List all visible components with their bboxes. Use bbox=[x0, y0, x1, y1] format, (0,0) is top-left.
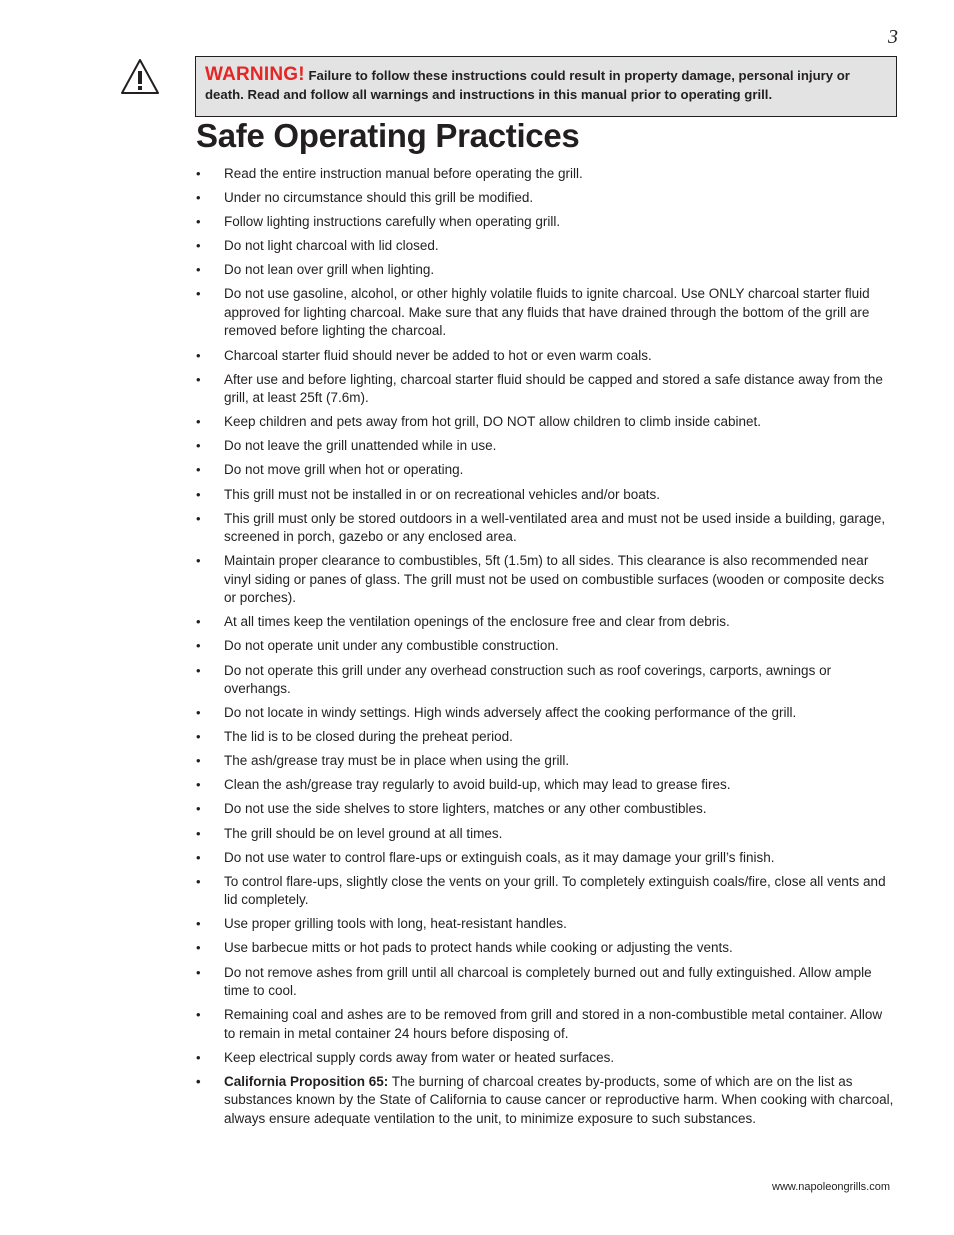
warning-text: Failure to follow these instructions could result in property damage, personal injury or death. Read and follow all warnings and instructions in this manual prior to operating grill. bbox=[205, 68, 850, 102]
list-item bbox=[196, 237, 896, 256]
list-item bbox=[196, 637, 896, 656]
list-item-text: The grill should be on level ground at all times. bbox=[224, 825, 503, 841]
list-item bbox=[196, 261, 896, 280]
warning-triangle-icon bbox=[119, 57, 161, 97]
list-item bbox=[196, 437, 896, 456]
list-item bbox=[196, 849, 896, 868]
list-item-text: Do not lean over grill when lighting. bbox=[224, 262, 435, 278]
list-item bbox=[196, 189, 896, 208]
bullet: • bbox=[196, 238, 201, 254]
bullet: • bbox=[196, 662, 201, 678]
list-item bbox=[196, 165, 896, 184]
list-item bbox=[196, 728, 896, 747]
list-item-text: Keep electrical supply cords away from water or heated surfaces. bbox=[224, 1049, 615, 1065]
prop65-label: California Proposition 65: bbox=[224, 1073, 389, 1089]
list-item bbox=[196, 413, 896, 432]
list-item-text: This grill must only be stored outdoors in a well-ventilated area and must not be used inside a building, garage, screened in porch, gazebo or any enclosed area. bbox=[224, 510, 886, 545]
page-number: 3 bbox=[888, 26, 898, 48]
bullet: • bbox=[196, 262, 201, 278]
list-item-text: Do not light charcoal with lid closed. bbox=[224, 238, 439, 254]
list-item-text: Do not locate in windy settings. High winds adversely affect the cooking performance of the grill. bbox=[224, 705, 797, 721]
list-item-prop65 bbox=[196, 1073, 896, 1129]
bullet: • bbox=[196, 438, 201, 454]
bullet: • bbox=[196, 705, 201, 721]
bullet: • bbox=[196, 753, 201, 769]
list-item-text: Do not use the side shelves to store lighters, matches or any other combustibles. bbox=[224, 801, 707, 817]
bullet: • bbox=[196, 1073, 201, 1089]
bullet: • bbox=[196, 1049, 201, 1065]
list-item bbox=[196, 285, 896, 341]
list-item bbox=[196, 486, 896, 505]
list-item-text: Follow lighting instructions carefully when operating grill. bbox=[224, 214, 561, 230]
list-item bbox=[196, 800, 896, 819]
bullet: • bbox=[196, 777, 201, 793]
bullet: • bbox=[196, 214, 201, 230]
list-item bbox=[196, 552, 896, 608]
bullet: • bbox=[196, 801, 201, 817]
list-item bbox=[196, 704, 896, 723]
list-item bbox=[196, 613, 896, 632]
bullet: • bbox=[196, 964, 201, 980]
list-item bbox=[196, 371, 896, 408]
list-item bbox=[196, 915, 896, 934]
bullet: • bbox=[196, 414, 201, 430]
bullet: • bbox=[196, 553, 201, 569]
bullet: • bbox=[196, 166, 201, 181]
list-item-text: Do not leave the grill unattended while in use. bbox=[224, 438, 497, 454]
bullet: • bbox=[196, 638, 201, 654]
warning-label: WARNING! bbox=[205, 64, 305, 85]
bullet: • bbox=[196, 916, 201, 932]
list-item-text: Clean the ash/grease tray regularly to avoid build-up, which may lead to grease fires. bbox=[224, 777, 731, 793]
list-item-text: Keep children and pets away from hot grill, DO NOT allow children to climb inside cabinet. bbox=[224, 414, 762, 430]
bullet: • bbox=[196, 486, 201, 502]
bullet: • bbox=[196, 190, 201, 206]
list-item-text: Do not use water to control flare-ups or extinguish coals, as it may damage your grill’s finish. bbox=[224, 849, 775, 865]
list-item-text: Do not operate unit under any combustible construction. bbox=[224, 638, 559, 654]
list-item-text: At all times keep the ventilation openings of the enclosure free and clear from debris. bbox=[224, 614, 730, 630]
bullet: • bbox=[196, 873, 201, 889]
list-item-text: After use and before lighting, charcoal starter fluid should be capped and stored a safe distance away from the grill, at least 25ft (7.6m). bbox=[224, 371, 883, 406]
list-item bbox=[196, 510, 896, 547]
list-item bbox=[196, 825, 896, 844]
website-url: www.napoleongrills.com bbox=[772, 1181, 890, 1193]
list-item bbox=[196, 752, 896, 771]
list-item bbox=[196, 939, 896, 958]
list-item bbox=[196, 776, 896, 795]
list-item-text: Use barbecue mitts or hot pads to protect hands while cooking or adjusting the vents. bbox=[224, 940, 733, 956]
bullet: • bbox=[196, 729, 201, 745]
page-title: Safe Operating Practices bbox=[196, 117, 580, 154]
bullet: • bbox=[196, 510, 201, 526]
bullet: • bbox=[196, 849, 201, 865]
list-item-text: Do not use gasoline, alcohol, or other highly volatile fluids to ignite charcoal. Use ONLY charcoal starter fluid approved for lighting charcoal. Make sure that any fluids that have drained through the bottom of the grill are removed before lighting the charcoal. bbox=[224, 286, 870, 339]
list-item-text: Use proper grilling tools with long, heat-resistant handles. bbox=[224, 916, 567, 932]
list-item-text: Do not remove ashes from grill until all charcoal is completely burned out and fully extinguished. Allow ample time to cool. bbox=[224, 964, 872, 999]
bullet: • bbox=[196, 1007, 201, 1023]
list-item bbox=[196, 213, 896, 232]
list-item bbox=[196, 1049, 896, 1068]
list-item-text: Charcoal starter fluid should never be added to hot or even warm coals. bbox=[224, 347, 652, 363]
list-item bbox=[196, 461, 896, 480]
list-item-text: Do not move grill when hot or operating. bbox=[224, 462, 464, 478]
bullet: • bbox=[196, 825, 201, 841]
list-item-text: Do not operate this grill under any overhead construction such as roof coverings, carports, awnings or overhangs. bbox=[224, 662, 832, 696]
list-item-text: The ash/grease tray must be in place when using the grill. bbox=[224, 753, 570, 769]
list-item-text: To control flare-ups, slightly close the vents on your grill. To completely extinguish coals/fire, close all vents and lid completely. bbox=[224, 873, 886, 908]
list-item-text: Maintain proper clearance to combustibles, 5ft (1.5m) to all sides. This clearance is also recommended near vinyl siding or panes of glass. The grill must not be used on combustible surfaces (wooden or composite decks or porches). bbox=[224, 553, 885, 606]
list-item bbox=[196, 1006, 896, 1043]
list-item-text: The lid is to be closed during the preheat period. bbox=[224, 729, 513, 745]
list-item bbox=[196, 347, 896, 366]
bullet: • bbox=[196, 371, 201, 387]
bullet: • bbox=[196, 286, 201, 302]
list-item-text: This grill must not be installed in or on recreational vehicles and/or boats. bbox=[224, 486, 660, 502]
list-item bbox=[196, 873, 896, 910]
list-item-text: Under no circumstance should this grill be modified. bbox=[224, 190, 534, 206]
prop65-text: The burning of charcoal creates by-products, some of which are on the list as substances known by the State of California to cause cancer or reproductive harm. When cooking with charcoal, always ensure adequate ventilation to the unit, to minimize exposure to such substances. bbox=[224, 1073, 894, 1126]
bullet: • bbox=[196, 940, 201, 956]
list-item-text: Remaining coal and ashes are to be removed from grill and stored in a non-combustible metal container. Allow to remain in metal container 24 hours before disposing of. bbox=[224, 1007, 883, 1041]
bullet: • bbox=[196, 347, 201, 363]
bullet: • bbox=[196, 462, 201, 478]
list-item bbox=[196, 662, 896, 699]
warning-box bbox=[195, 56, 897, 117]
bullet: • bbox=[196, 614, 201, 630]
list-item-text: Read the entire instruction manual before operating the grill. bbox=[224, 166, 583, 181]
list-item bbox=[196, 964, 896, 1001]
safe-practices-list bbox=[196, 165, 896, 1134]
